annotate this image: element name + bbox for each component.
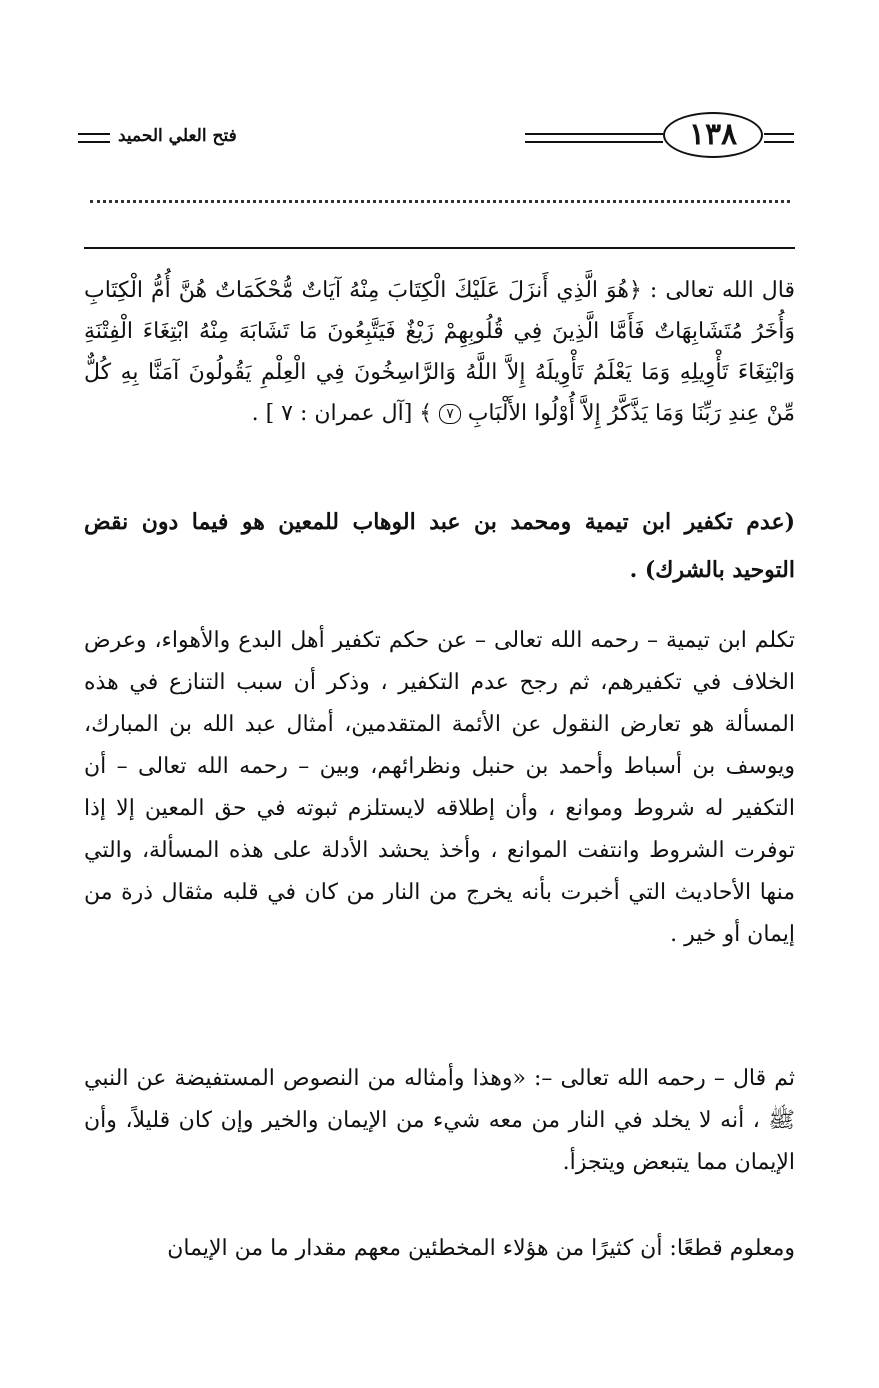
page-number: ١٣٨ — [663, 112, 763, 158]
header-ornament-right — [525, 133, 663, 143]
header-ornament-far-right — [764, 133, 794, 143]
verse-text: قال الله تعالى : ﴿هُوَ الَّذِي أَنزَلَ عَلَيْكَ الْكِتَابَ مِنْهُ آيَاتٌ مُّحْكَمَاتٌ هُنَّ أُمُّ الْكِتَابِ وَأُخَرُ مُتَشَابِهَاتٌ فَأَمَّا الَّذِينَ فِي قُلُوبِهِمْ زَيْغٌ فَيَتَّبِعُونَ مَا تَشَابَهَ مِنْهُ ابْتِغَاءَ الْفِتْنَةِ وَابْتِغَاءَ تَأْوِيلِهِ وَمَا يَعْلَمُ تَأْوِيلَهُ إِلاَّ اللَّهُ وَالرَّاسِخُونَ فِي الْعِلْمِ يَقُولُونَ آمَنَّا بِهِ كُلٌّ مِّنْ عِندِ رَبِّنَا وَمَا يَذَّكَّرُ إِلاَّ أُوْلُوا الأَلْبَابِ — [84, 278, 795, 426]
verse-reference: ﴾ [آل عمران : ٧ ] . — [251, 401, 433, 426]
body-paragraph-2: ثم قال – رحمه الله تعالى –: «وهذا وأمثاله من النصوص المستفيضة عن النبي ﷺ ، أنه لا يخلد في النار من معه شيء من الإيمان والخير وإن كان قليلاً، وأن الإيمان مما يتبعض ويتجزأ. — [84, 1066, 795, 1175]
verse-number-marker: ٧ — [439, 404, 461, 424]
header-rule — [84, 247, 795, 249]
section-title: (عدم تكفير ابن تيمية ومحمد بن عبد الوهاب للمعين هو فيما دون نقض التوحيد بالشرك) . — [84, 509, 795, 583]
book-title: فتح العلي الحميد — [118, 126, 237, 146]
quran-verse — [84, 270, 795, 434]
dotted-separator — [90, 200, 790, 203]
body-paragraph-1: تكلم ابن تيمية – رحمه الله تعالى – عن حكم تكفير أهل البدع والأهواء، وعرض الخلاف في تكفيرهم، ثم رجح عدم التكفير ، وذكر أن سبب التنازع في هذه المسألة هو تعارض النقول عن الأئمة المتقدمين، أمثال عبد الله بن المبارك، ويوسف بن أسباط وأحمد بن حنبل ونظرائهم، وبين – رحمه الله تعالى – أن التكفير له شروط وموانع ، وأن إطلاقه لايستلزم ثبوته في حق المعين إلا إذا توفرت الشروط وانتفت الموانع ، وأخذ يحشد الأدلة على هذه المسألة، والتي منها الأحاديث التي أخبرت بأنه يخرج من النار من كان في قلبه مثقال ذرة من إيمان أو خير . — [84, 628, 795, 947]
header-ornament-left — [78, 133, 110, 143]
body-paragraph-3: ومعلوم قطعًا: أن كثيرًا من هؤلاء المخطئين معهم مقدار ما من الإيمان — [167, 1236, 795, 1261]
